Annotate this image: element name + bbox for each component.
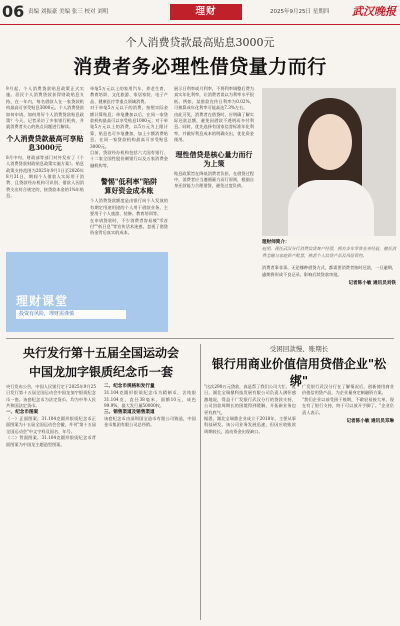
paragraph: 广发银行武汉分行在了解情况后，创新使用商业价值信用贷产品，为企业量身定制融资方案。 bbox=[302, 384, 394, 396]
header-rule bbox=[0, 24, 400, 25]
article-headline-1: 央行发行第十五届全国运动会 bbox=[22, 346, 179, 360]
article-headline: 消费者务必理性借贷量力而行 bbox=[73, 56, 327, 78]
column-subhead: 理性借贷是核心量力而行为上策 bbox=[175, 149, 253, 168]
banner-title: 理财课堂 bbox=[16, 294, 69, 308]
page-number: 06 bbox=[2, 2, 25, 21]
paragraph: 由此可见，消费者在借贷时，应明确了解实际还款总额，避免因借款不透明而多付利息。同时，优先选择有国家信誉标准年化利率，并做好利息成本的明确支出，优化资金使用。 bbox=[174, 111, 254, 143]
bottom-left-col-b bbox=[104, 384, 196, 429]
paragraph: 9月起，个人消费贷款贴息政策正式实施。居民个人消费贷款获得财政贴息支持，在一年内，每名借款人在一家贷款机构最高可享受贴息3000元。个人消费贷款如何申请，如何用好个人消费贷款贴息政策？今天，记者采访了多家银行机构，并就消费者关心的热点问题进行解读。 bbox=[6, 86, 84, 130]
paragraph: "我们企业以前受困于账期，不敢轻易接大单，现在有了银行支持，终于可以放开手脚了。"企业负责人表示。 bbox=[302, 396, 394, 415]
byline: 记者陈小敏 通讯员邓琳 bbox=[346, 419, 394, 425]
byline: 记者陈小敏 通讯员刘铁 bbox=[348, 281, 396, 287]
paragraph: 31.104克圆形银质纪念币为精制币，含纯银31.104克，直径38毫米，面额10元，成色99.9%，最大发行量50000枚。 bbox=[104, 390, 196, 409]
article-headline-2: 中国龙加字银质纪念币一套 bbox=[28, 365, 173, 379]
bottom-right-col-b bbox=[302, 384, 394, 425]
masthead-logo: 武汉晚报 bbox=[352, 5, 396, 18]
portrait-photo bbox=[262, 88, 396, 236]
paragraph: 个人消费贷款额度是由银行向个人发放的有期定用途用途的个人用于借款业务，主要用于个人旅游、装修、教育培训等。 bbox=[90, 198, 168, 217]
column-2 bbox=[90, 86, 168, 237]
column-3 bbox=[174, 86, 254, 190]
bottom-right-col-a bbox=[204, 384, 296, 435]
article-subhead: 个人消费贷款最高贴息3000元 bbox=[125, 36, 275, 49]
editor-credits: 责编 刘振豪 美编 张三 校对 刘明 bbox=[28, 9, 109, 15]
finance-class-banner bbox=[6, 252, 168, 332]
article-subhead: 受困回款慢、账期长 bbox=[269, 345, 329, 353]
column-subhead: 警惕"低利率"陷阱 算好资金成本账 bbox=[100, 177, 158, 196]
paragraph: 贴息政策旨在降低消费者负担，在借贷过程中，消费者应当遵循量力而行原则，根据自身还款能力合理借贷，避免过度负债。 bbox=[174, 170, 254, 189]
issue-date: 2025年9月25日 星期四 bbox=[270, 9, 330, 15]
page-header bbox=[0, 0, 400, 24]
paragraph: 央行发布公告，中国人民银行定于2025年9月25日发行第十五届全国运动会中国龙加字银质纪念币一套。该套纪念币为法定货币，均为中华人民共和国法定货币。 bbox=[6, 384, 96, 409]
paragraph: 目前，贷款经办机构包括六大国有银行、十二家全国性股份制银行以及五家消费金融机构等。 bbox=[90, 150, 168, 168]
item-heading: 三、销售渠道及销售渠道 bbox=[104, 409, 155, 415]
caption-text: 赵明，现任武汉分行消费信贷客户经理，拥有多年零售业务经验，擅长消费金融与家庭资产配置，熟悉个人信贷产品及风险管控。 bbox=[262, 246, 397, 258]
paragraph: 在申请贷款时，不少消费者容易被"零首付""低日息"等宣传话术迷惑，忽视了借贷资金背后真实的成本。 bbox=[90, 217, 168, 236]
bottom-left-col-a bbox=[6, 384, 96, 448]
paragraph: 8月中旬，财政部等部门对外发布了《个人消费贷款财政贴息政策实施方案》。贴息政策支持范围为2025年9月1日至2026年8月31日，期间个人借款人实际用于消费、且贷款经办机构可识别、借款人因消费支出符合规定的，按贷款本金的1%年贴息。 bbox=[6, 154, 84, 199]
bottom-left-article bbox=[6, 344, 196, 380]
paragraph: 展示日利率或月利率，不将利率调整后费为真实年化利率，让消费者误以为利率水平很低。例如，某借款宣传日利率为0.02%，可换算成年化利率可能高达7.3%左右。 bbox=[174, 86, 254, 111]
bottom-right-article bbox=[204, 344, 394, 389]
paragraph: （二）背面图案。31.104克圆形银质纪念币背面图案为中国龙主题造型图案。 bbox=[6, 435, 96, 447]
paragraph: 对于单笔5万元以下的消费，按照实际金额计算贴息；单笔叠加以后，在同一家贷款机构最高可以享受贴息1000元；对于单笔5万元以上的消费，以5万元为上限计算，贴息也可多笔叠加，加上小额消费贴息，在同一家贷款机构最高可享受贴息3000元。 bbox=[90, 105, 168, 149]
column-subhead: 个人消费贷款最高可享贴息3000元 bbox=[6, 133, 84, 152]
paragraph: "这次290万元贷款，真是帮了我们公司大忙。"近日，湖北宝瑞鼎科技发展有限公司负责人满怀感激地说，得益于广发银行武汉分行的贷款支持，公司回款周期长的困境得到缓解，开拓新业务也更有底气。 bbox=[204, 384, 296, 415]
paragraph: （一）正面图案。31.104克圆形银质纪念币正面图案为十五届全国运动会会徽，并刊"第十五届全国运动会"中文字样及国名、年号。 bbox=[6, 416, 96, 434]
caption-title: 理财师简介： bbox=[262, 240, 290, 245]
column-1 bbox=[6, 86, 84, 200]
paragraph: 据悉，湖北宝瑞鼎企业成立于2018年，主要从事科技研发。该公司业务发展迅速，但因应收账款周期较长，流动资金出现缺口。 bbox=[204, 416, 296, 434]
article-headline: 银行用商业价值信用贷借企业"松绑" bbox=[211, 357, 387, 388]
item-heading: 二、纪念币规格和发行量 bbox=[104, 384, 155, 389]
paragraph: 单笔5万元以上的家用汽车、养老生育、教育培训、文化旅游、家居家装、电子产品、健康医疗等重点领域消费。 bbox=[90, 86, 168, 104]
section-divider bbox=[6, 338, 394, 339]
column-divider bbox=[200, 344, 201, 620]
section-banner: 理财 bbox=[170, 4, 242, 20]
sidebar bbox=[262, 240, 396, 287]
paragraph: 消费者事非事。无论哪种借贷方式，都需要消费者按时还款，一旦逾期，逾期将形成不良记录，影响后续贷款审批。 bbox=[262, 265, 397, 277]
paragraph: 该套纪念币由深圳国宝造币有限公司铸造，中国金币集团有限公司总经销。 bbox=[104, 416, 196, 428]
item-heading: 一、纪念币图案 bbox=[6, 409, 39, 415]
banner-slogan: 投资有风险，理财需谨慎 bbox=[16, 310, 126, 319]
